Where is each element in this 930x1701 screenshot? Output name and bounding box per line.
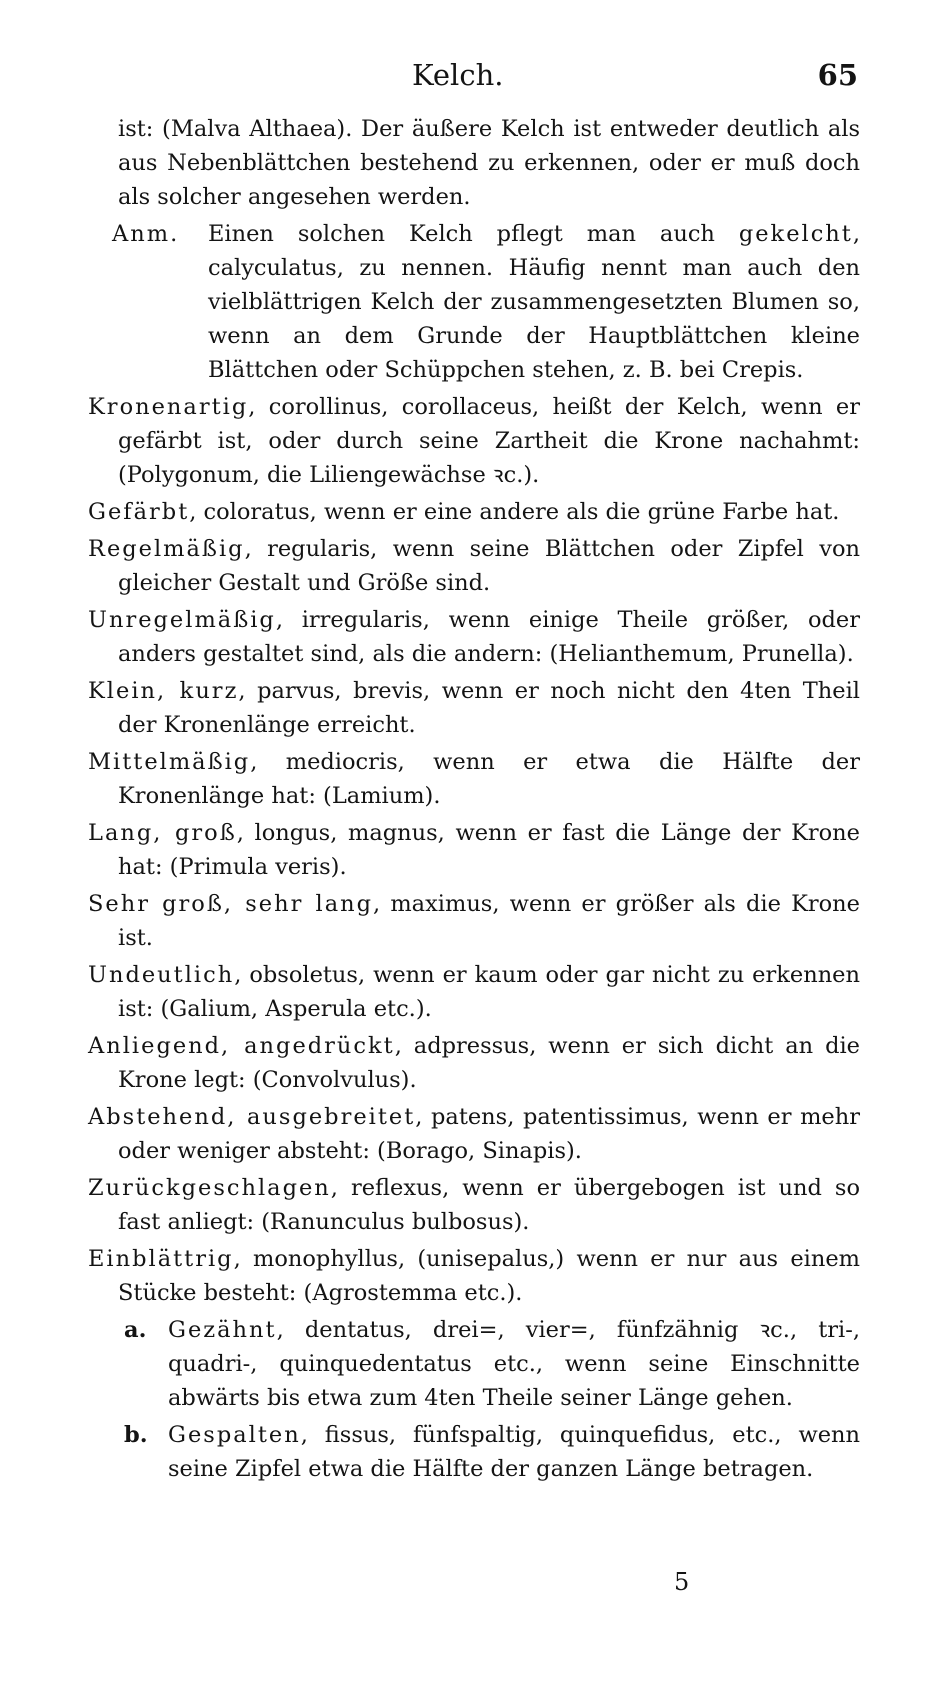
- entry-paragraph: [88, 603, 860, 671]
- entry-text: , monophyllus, (unisepalus,) wenn er nur aus einem Stücke besteht: (Agrostemma etc.).: [118, 1246, 860, 1306]
- entry-term: Mittelmäßig: [88, 749, 251, 775]
- entry-term: Gefärbt: [88, 499, 190, 525]
- entry-text: , maximus, wenn er größer als die Krone ist.: [118, 891, 860, 951]
- subentry-body: [168, 1313, 860, 1415]
- annotation-text-before: Einen solchen Kelch pflegt man auch: [208, 221, 739, 247]
- entry-term: Sehr groß, sehr lang: [88, 891, 374, 917]
- entry-paragraph: [88, 390, 860, 492]
- entry-text: , patens, patentissimus, wenn er mehr oder weniger absteht: (Borago, Sinapis).: [118, 1104, 860, 1164]
- entry-text: , irregularis, wenn einige Theile größer, oder anders gestaltet sind, als die andern: (Helianthemum, Prunella).: [118, 607, 860, 667]
- entry-text: , mediocris, wenn er etwa die Hälfte der Kronenlänge hat: (Lamium).: [118, 749, 860, 809]
- page-header: [0, 58, 930, 98]
- annotation-label: Anm.: [112, 221, 180, 247]
- entry-text: , corollinus, corollaceus, heißt der Kelch, wenn er gefärbt ist, oder durch seine Zartheit die Krone nachahmt: (Polygonum, die Liliengewächse ꝛc.).: [118, 394, 860, 488]
- annotation-body: [208, 217, 860, 387]
- annotation-note: [88, 217, 860, 387]
- entry-term: Zurückgeschlagen: [88, 1175, 331, 1201]
- entry-paragraph: [88, 1171, 860, 1239]
- annotation-text-after: , calyculatus, zu nennen. Häufig nennt man auch den vielblättrigen Kelch der zusammengesetzten Blumen so, wenn an dem Grunde der Hauptblättchen kleine Blättchen oder Schüppchen stehen, z. B. bei Crepis.: [208, 221, 860, 383]
- entry-term: Klein, kurz: [88, 678, 239, 704]
- entry-text: , parvus, brevis, wenn er noch nicht den 4ten Theil der Kronenlänge erreicht.: [118, 678, 861, 738]
- entry-text: , obsoletus, wenn er kaum oder gar nicht zu erkennen ist: (Galium, Asperula etc.).: [118, 962, 860, 1022]
- entry-paragraph: [88, 532, 860, 600]
- subentry: [88, 1313, 860, 1415]
- entry-term: Anliegend, angedrückt: [88, 1033, 395, 1059]
- entry-paragraph: [88, 1242, 860, 1310]
- annotation-term: gekelcht: [738, 221, 853, 247]
- subentry-term: Gezähnt: [168, 1317, 277, 1343]
- entry-paragraph: [88, 495, 860, 529]
- entry-term: Einblättrig: [88, 1246, 234, 1272]
- entry-paragraph: [88, 674, 860, 742]
- entry-term: Unregelmäßig: [88, 607, 276, 633]
- entry-term: Abstehend, ausgebreitet: [88, 1104, 416, 1130]
- entry-paragraph: [88, 1029, 860, 1097]
- continuation-paragraph: ist: (Malva Althaea). Der äußere Kelch ist entweder deutlich als aus Nebenblättchen bestehend zu erkennen, oder er muß doch als solcher angesehen werden.: [118, 116, 860, 210]
- entry-paragraph: [88, 958, 860, 1026]
- entry-term: Regelmäßig: [88, 536, 245, 562]
- page-number: 65: [817, 58, 858, 92]
- entry-paragraph: [88, 887, 860, 955]
- entry-term: Kronenartig: [88, 394, 249, 420]
- entry-paragraph: [88, 816, 860, 884]
- entry-paragraph: [88, 1100, 860, 1168]
- subentry-text: , fissus, fünfspaltig, quinquefidus, etc., wenn seine Zipfel etwa die Hälfte der ganzen Länge betragen.: [168, 1422, 860, 1482]
- subentry-label: a.: [124, 1317, 147, 1343]
- entry-text: , longus, magnus, wenn er fast die Länge der Krone hat: (Primula veris).: [118, 820, 860, 880]
- subentry-label: b.: [124, 1422, 148, 1448]
- subentry-text: , dentatus, drei=, vier=, fünfzähnig ꝛc., tri-, quadri-, quinquedentatus etc., wenn seine Einschnitte abwärts bis etwa zum 4ten Theile seiner Länge gehen.: [168, 1317, 860, 1411]
- entry-text: , regularis, wenn seine Blättchen oder Zipfel von gleicher Gestalt und Größe sind.: [118, 536, 860, 596]
- signature-mark: 5: [674, 1568, 690, 1596]
- entry-text: , coloratus, wenn er eine andere als die grüne Farbe hat.: [189, 499, 840, 525]
- running-head: Kelch.: [412, 58, 504, 92]
- subentry-term: Gespalten: [168, 1422, 301, 1448]
- entry-paragraph: [88, 745, 860, 813]
- entry-term: Undeutlich: [88, 962, 235, 988]
- page-body: [88, 112, 860, 1489]
- subentry: [88, 1418, 860, 1486]
- entry-text: , reflexus, wenn er übergebogen ist und so fast anliegt: (Ranunculus bulbosus).: [118, 1175, 860, 1235]
- entry-text: , adpressus, wenn er sich dicht an die Krone legt: (Convolvulus).: [118, 1033, 860, 1093]
- subentry-body: [168, 1418, 860, 1486]
- entry-term: Lang, groß: [88, 820, 237, 846]
